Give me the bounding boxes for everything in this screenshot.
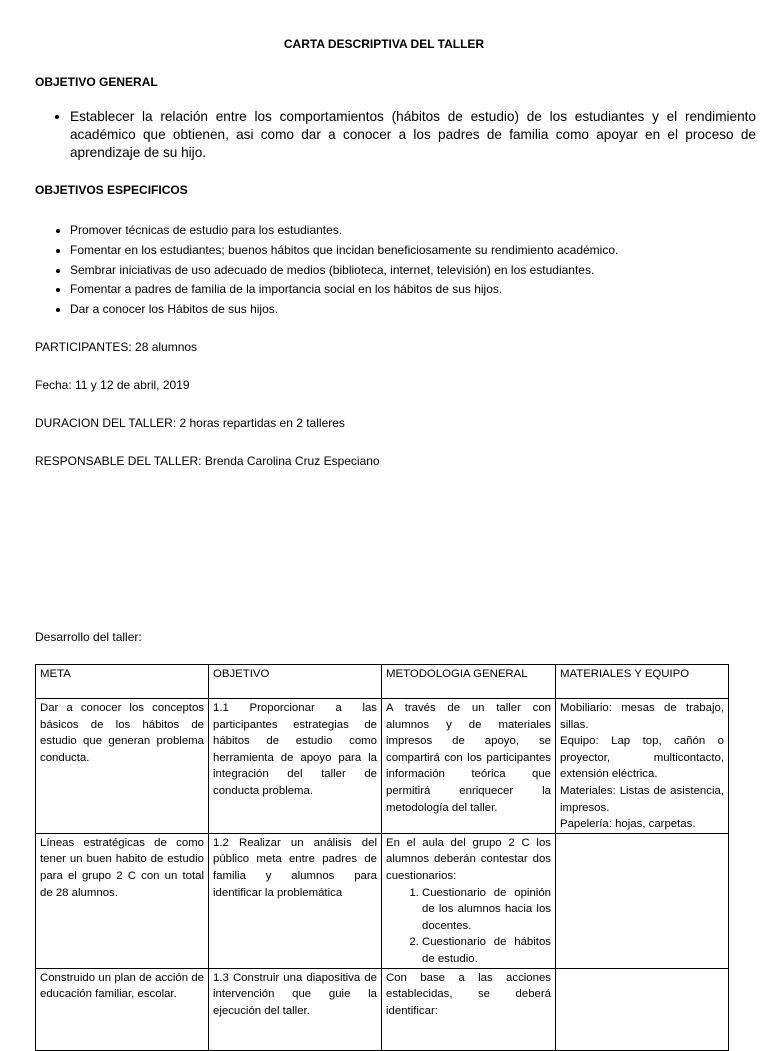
objetivo-general-list	[50, 108, 756, 162]
cuestionarios-list	[386, 885, 551, 968]
materiales-line: Mobiliario: mesas de trabajo, sillas.	[560, 702, 724, 731]
cell-materiales	[556, 968, 729, 1050]
desarrollo-label: Desarrollo del taller:	[35, 630, 142, 644]
table-row	[36, 699, 729, 834]
table-row	[36, 833, 729, 968]
list-item: • Fomentar a padres de familia de la importancia social en los hábitos de sus hijos.	[70, 280, 760, 300]
header-objetivo: OBJETIVO	[209, 665, 382, 699]
list-item: • Dar a conocer los Hábitos de sus hijos.	[70, 300, 760, 320]
fecha-line: Fecha: 11 y 12 de abril, 2019	[35, 378, 190, 392]
list-item: • Fomentar en los estudiantes; buenos hábitos que incidan beneficiosamente su rendimiento académico.	[70, 241, 760, 261]
materiales-line: Equipo: Lap top, cañón o proyector, multicontacto, extensión eléctrica.	[560, 735, 724, 781]
workshop-table	[35, 664, 729, 1051]
materiales-line: Papelería: hojas, carpetas.	[560, 818, 696, 831]
objetivos-especificos-heading: OBJETIVOS ESPECIFICOS	[35, 183, 188, 197]
list-item: • Sembrar iniciativas de uso adecuado de medios (biblioteca, internet, televisión) en los estudiantes.	[70, 261, 760, 281]
cell-metodologia: A través de un taller con alumnos y de materiales impresos de apoyo, se compartirá con los participantes información teórica que permitirá enriquecer la metodología del taller.	[382, 699, 556, 834]
cell-materiales	[556, 699, 729, 834]
cell-materiales	[556, 833, 729, 968]
objetivos-especificos-list	[50, 221, 760, 320]
table-header-row	[36, 665, 729, 699]
cell-objetivo: 1.1 Proporcionar a las participantes estrategias de hábitos de estudio como herramienta de apoyo para la integración del taller de conducta problema.	[209, 699, 382, 834]
materiales-line: Materiales: Listas de asistencia, impresos.	[560, 784, 724, 814]
header-materiales: MATERIALES Y EQUIPO	[556, 665, 729, 699]
objetivo-general-heading: OBJETIVO GENERAL	[35, 75, 158, 89]
responsable-line: RESPONSABLE DEL TALLER: Brenda Carolina Cruz Especiano	[35, 454, 380, 468]
list-item: • Promover técnicas de estudio para los estudiantes.	[70, 221, 760, 241]
cell-metodologia: Con base a las acciones establecidas, se deberá identificar:	[382, 968, 556, 1050]
table-row	[36, 968, 729, 1050]
cell-objetivo: 1.2 Realizar un análisis del público meta entre padres de familia y alumnos para identificar la problemática	[209, 833, 382, 968]
cell-meta: Líneas estratégicas de como tener un buen habito de estudio para el grupo 2 C con un total de 28 alumnos.	[36, 833, 209, 968]
header-metodologia: METODOLOGIA GENERAL	[382, 665, 556, 699]
cell-metodologia	[382, 833, 556, 968]
header-meta: META	[36, 665, 209, 699]
cell-objetivo: 1.3 Construir una diapositiva de intervención que guie la ejecución del taller.	[209, 968, 382, 1050]
document-title: CARTA DESCRIPTIVA DEL TALLER	[283, 37, 485, 51]
duracion-line: DURACION DEL TALLER: 2 horas repartidas en 2 talleres	[35, 416, 345, 430]
metodologia-text: En el aula del grupo 2 C los alumnos deberán contestar dos cuestionarios:	[386, 836, 551, 882]
list-item: 2. Cuestionario de hábitos de estudio.	[422, 934, 551, 967]
cell-meta: Dar a conocer los conceptos básicos de los hábitos de estudio que generan problema conducta.	[36, 699, 209, 834]
cell-meta: Construido un plan de acción de educación familiar, escolar.	[36, 968, 209, 1050]
list-item: 1. Cuestionario de opinión de los alumnos hacia los docentes.	[422, 885, 551, 935]
participantes-line: PARTICIPANTES: 28 alumnos	[35, 340, 198, 354]
list-item: • Establecer la relación entre los comportamientos (hábitos de estudio) de los estudiantes y el rendimiento académico que obtienen, asi como dar a conocer a los padres de familia como apoyar en el proceso de aprendizaje de su hijo.	[70, 108, 756, 162]
